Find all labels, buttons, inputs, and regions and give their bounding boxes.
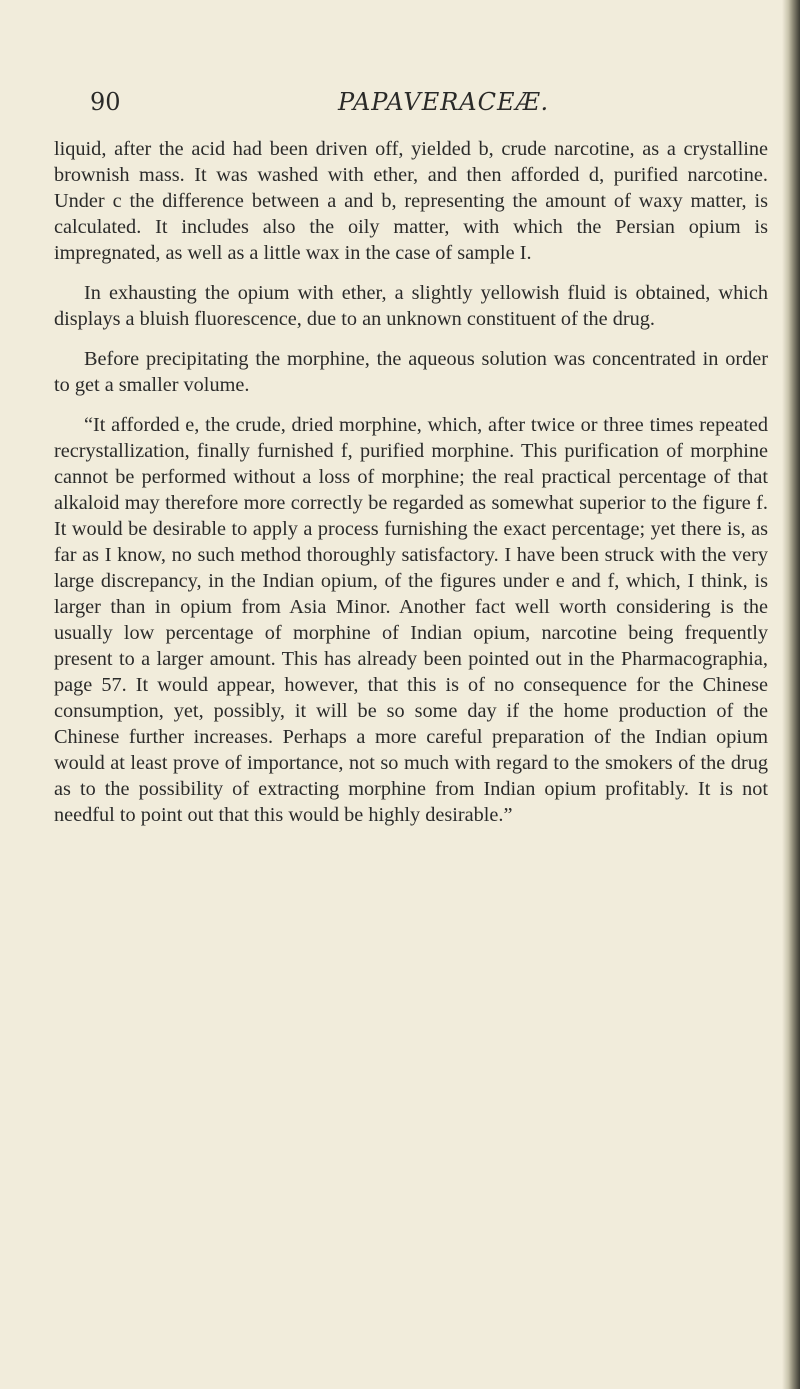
- page-edge-shadow: [782, 0, 800, 1389]
- page-number: 90: [90, 88, 121, 116]
- body-text: [54, 136, 768, 828]
- paragraph: Before precipitating the morphine, the aqueous solution was concentrated in order to get a smaller volume.: [54, 348, 768, 396]
- paragraph: liquid, after the acid had been driven off, yielded b, crude narcotine, as a crystalline brownish mass. It was washed with ether, and then afforded d, purified narcotine. Under c the difference between a and b, representing the amount of waxy matter, is calculated. It includes also the oily matter, with which the Persian opium is impregnated, as well as a little wax in the case of sample I.: [54, 138, 768, 264]
- paragraph: “It afforded e, the crude, dried morphine, which, after twice or three times repeated recrystallization, finally furnished f, purified morphine. This purification of morphine cannot be performed without a loss of morphine; the real practical percentage of that alkaloid may therefore more correctly be regarded as somewhat superior to the figure f. It would be desirable to apply a process furnishing the exact percentage; yet there is, as far as I know, no such method thoroughly satisfactory. I have been struck with the very large discrepancy, in the Indian opium, of the figures under e and f, which, I think, is larger than in opium from Asia Minor. Another fact well worth considering is the usually low percentage of morphine of Indian opium, narcotine being frequently present to a larger amount. This has already been pointed out in the Pharmacographia, page 57. It would appear, however, that this is of no consequence for the Chinese consumption, yet, possibly, it will be so some day if the home production of the Chinese further increases. Perhaps a more careful preparation of the Indian opium would at least prove of importance, not so much with regard to the smokers of the drug as to the possibility of extracting morphine from Indian opium profitably. It is not needful to point out that this would be highly desirable.”: [54, 414, 768, 826]
- running-title: PAPAVERACEÆ.: [338, 88, 550, 116]
- running-header: [90, 88, 710, 128]
- paragraph: In exhausting the opium with ether, a slightly yellowish fluid is obtained, which displays a bluish fluorescence, due to an unknown constituent of the drug.: [54, 282, 768, 330]
